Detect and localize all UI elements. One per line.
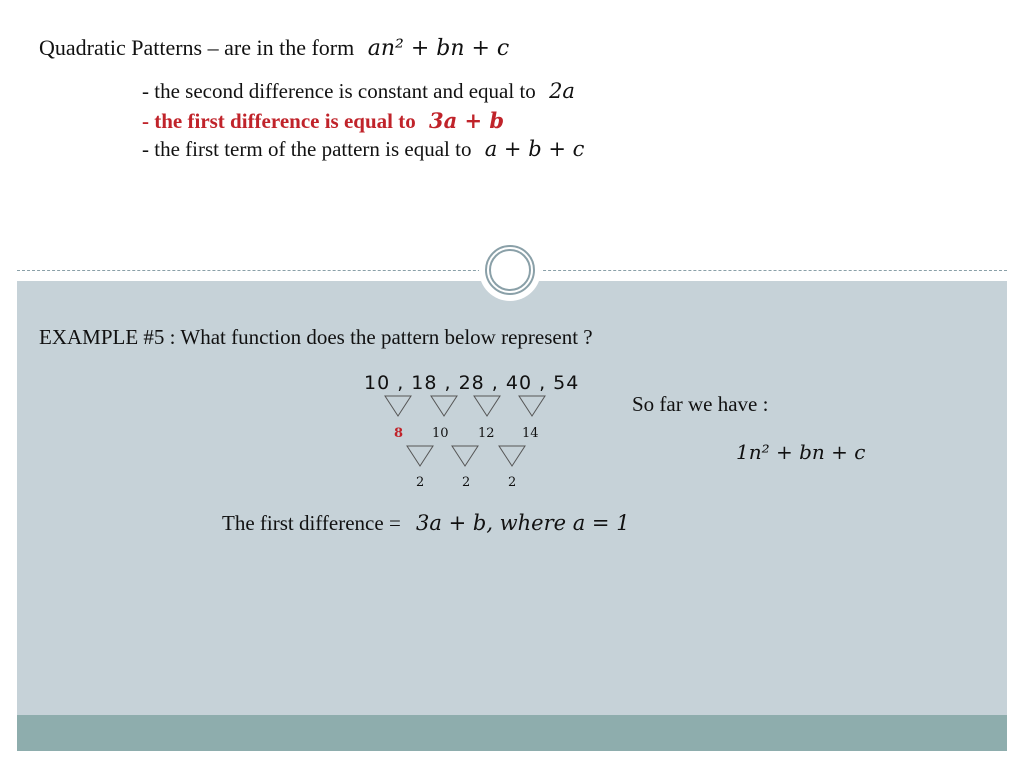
bullet1-text: - the second difference is constant and equal to xyxy=(142,79,536,103)
bullet-first-difference xyxy=(142,108,504,134)
second-difference-value: 2 xyxy=(462,475,471,490)
bullet3-text: - the first term of the pattern is equal to xyxy=(142,137,472,161)
first-difference-value: 8 xyxy=(394,426,404,441)
pattern-sequence: 10 , 18 , 28 , 40 , 54 xyxy=(364,372,580,394)
first-difference-value: 10 xyxy=(432,426,449,441)
bullet1-formula: 2a xyxy=(549,79,575,103)
second-difference-value: 2 xyxy=(508,475,517,490)
triangle-icon xyxy=(518,395,546,417)
first-difference-value: 14 xyxy=(522,426,539,441)
slide-title xyxy=(39,35,509,61)
title-text: Quadratic Patterns – are in the form xyxy=(39,35,355,60)
triangle-icon xyxy=(498,445,526,467)
slide-footer-bar xyxy=(17,715,1007,751)
so-far-label: So far we have : xyxy=(632,392,769,416)
bullet-second-difference xyxy=(142,79,575,104)
bullet2-formula: 3a + b xyxy=(428,108,505,133)
so-far-formula: 1n² + bn + c xyxy=(736,440,866,464)
triangle-icon xyxy=(406,445,434,467)
ring-ornament-icon xyxy=(479,239,541,301)
ring-inner-circle xyxy=(489,249,531,291)
first-difference-line xyxy=(222,511,630,536)
triangle-icon xyxy=(384,395,412,417)
first-difference-formula: 3a + b, where a = 1 xyxy=(416,511,630,535)
first-difference-value: 12 xyxy=(478,426,495,441)
triangle-icon xyxy=(430,395,458,417)
triangle-icon xyxy=(473,395,501,417)
first-difference-text: The first difference = xyxy=(222,511,401,535)
second-difference-value: 2 xyxy=(416,475,425,490)
triangle-icon xyxy=(451,445,479,467)
example-heading: EXAMPLE #5 : What function does the pattern below represent ? xyxy=(39,325,593,349)
slide-top-panel xyxy=(17,17,1007,270)
title-formula: an² + bn + c xyxy=(367,36,510,61)
slide-bottom-panel xyxy=(17,281,1007,715)
bullet2-text: - the first difference is equal to xyxy=(142,109,416,133)
slide xyxy=(17,17,1007,751)
bullet3-formula: a + b + c xyxy=(484,137,585,161)
bullet-first-term xyxy=(142,137,584,162)
